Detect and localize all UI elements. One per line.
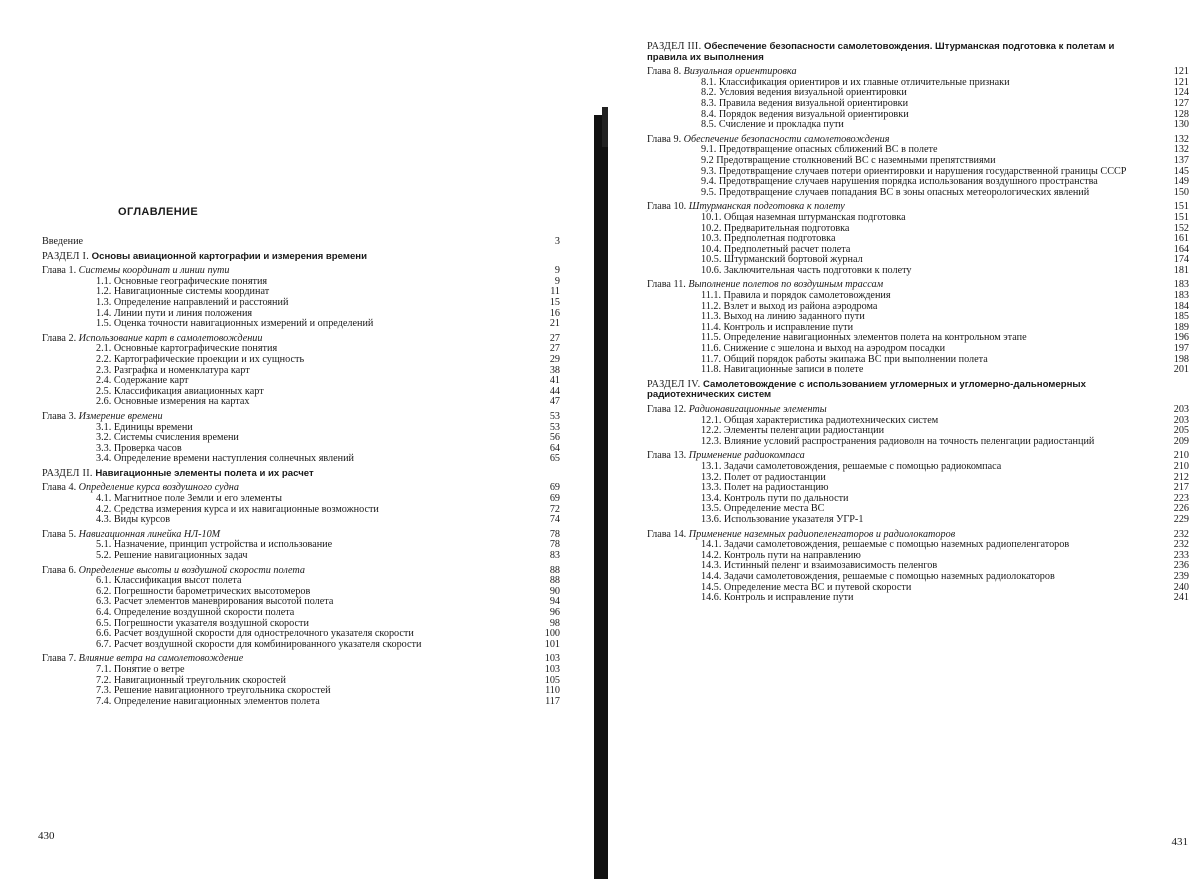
toc-entry — [42, 551, 560, 562]
entry-page-number: 240 — [1173, 581, 1189, 593]
entry-page-number: 233 — [1173, 549, 1189, 561]
entry-page-number: 27 — [549, 332, 560, 344]
entry-page-number: 103 — [544, 653, 560, 665]
chapter-title: Применение наземных радиопеленгаторов и радиолокаторов — [688, 528, 956, 540]
entry-title: 2.1. Основные картографические понятия — [96, 343, 278, 355]
entry-title: 7.1. Понятие о ветре — [96, 663, 185, 675]
entry-page-number: 210 — [1173, 460, 1189, 472]
chapter-number: Глава 14. — [647, 528, 687, 540]
entry-page-number: 203 — [1173, 414, 1189, 426]
entry-page-number: 56 — [549, 432, 560, 444]
right-toc-list — [647, 42, 1189, 604]
entry-page-number: 121 — [1173, 66, 1189, 78]
entry-title: 8.2. Условия ведения визуальной ориентировки — [701, 87, 907, 99]
entry-page-number: 185 — [1173, 311, 1189, 323]
entry-title: 10.6. Заключительная часть подготовки к полету — [701, 264, 912, 276]
entry-page-number: 88 — [549, 564, 560, 576]
entry-page-number: 110 — [545, 685, 560, 697]
entry-title: 13.1. Задачи самолетовождения, решаемые с помощью радиокомпаса — [701, 460, 1002, 472]
left-toc-list — [42, 237, 560, 707]
chapter-number: Глава 12. — [647, 404, 687, 415]
right-page — [600, 0, 1200, 879]
entry-title: 13.4. Контроль пути по дальности — [701, 492, 849, 504]
entry-title: 2.2. Картографические проекции и их сущность — [96, 353, 305, 365]
chapter-title: Штурманская подготовка к полету — [688, 201, 845, 213]
chapter-title: Определение курса воздушного судна — [78, 482, 239, 494]
right-page-number: 431 — [1171, 836, 1188, 848]
toc-entry — [647, 120, 1189, 131]
entry-page-number: 232 — [1173, 539, 1189, 551]
entry-page-number: 103 — [544, 663, 560, 675]
entry-page-number: 78 — [549, 528, 560, 540]
entry-page-number: 53 — [549, 410, 560, 422]
entry-title: 6.3. Расчет элементов маневрирования высотой полета — [96, 596, 334, 608]
entry-page-number: 90 — [549, 585, 560, 597]
chapter-number: Глава 2. — [42, 332, 77, 344]
entry-page-number: 127 — [1173, 97, 1189, 109]
chapter-number: Глава 5. — [42, 528, 77, 540]
entry-title: 11.7. Общий порядок работы экипажа ВС при выполнении полета — [701, 353, 988, 365]
chapter-title: Влияние ветра на самолетовождение — [78, 653, 244, 665]
entry-title: 14.3. Истинный пеленг и взаимозависимость пеленгов — [701, 560, 938, 572]
entry-page-number: 132 — [1173, 144, 1189, 156]
entry-page-number: 101 — [544, 638, 560, 650]
entry-title: 7.3. Решение навигационного треугольника скоростей — [96, 685, 331, 697]
entry-title: 9.3. Предотвращение случаев потери ориентировки и нарушения государственной границы СССР — [701, 165, 1127, 177]
section-heading — [647, 42, 1189, 63]
entry-title: 4.1. Магнитное поле Земли и его элементы — [96, 493, 282, 505]
entry-page-number: 151 — [1173, 201, 1189, 213]
entry-title: 1.4. Линии пути и линия положения — [96, 307, 253, 319]
entry-title: 6.4. Определение воздушной скорости полета — [96, 607, 295, 618]
chapter-number: Глава 3. — [42, 410, 77, 422]
section-number: РАЗДЕЛ III. — [647, 41, 702, 52]
toc-entry — [42, 454, 560, 465]
entry-title: 6.1. Классификация высот полета — [96, 575, 242, 587]
entry-page-number: 130 — [1173, 119, 1189, 131]
entry-page-number: 9 — [554, 275, 560, 287]
entry-title: 13.6. Использование указателя УГР-1 — [701, 513, 864, 525]
entry-page-number: 44 — [549, 385, 560, 397]
entry-page-number: 94 — [549, 596, 560, 608]
entry-page-number: 21 — [549, 318, 560, 330]
chapter-title: Измерение времени — [78, 410, 163, 422]
entry-title: 8.1. Классификация ориентиров и их главные отличительные признаки — [701, 76, 1010, 88]
section-title: Самолетовождение с использованием угломерных и угломерно-дальномерных радиотехнических систем — [647, 378, 1086, 401]
chapter-number: Глава 13. — [647, 450, 687, 462]
entry-page-number: 212 — [1173, 471, 1189, 483]
entry-title: 12.1. Общая характеристика радиотехнических систем — [701, 414, 939, 426]
entry-title: 14.1. Задачи самолетовождения, решаемые с помощью наземных радиопеленгаторов — [701, 539, 1070, 551]
entry-page-number: 15 — [549, 296, 560, 308]
entry-page-number: 69 — [549, 493, 560, 505]
toc-entry — [647, 437, 1189, 448]
entry-page-number: 41 — [549, 375, 560, 387]
entry-title: 11.5. Определение навигационных элементов полета на контрольном этапе — [701, 332, 1027, 344]
entry-title: 2.6. Основные измерения на картах — [96, 396, 250, 408]
entry-title: 10.2. Предварительная подготовка — [701, 222, 850, 234]
entry-page-number: 16 — [549, 307, 560, 319]
intro-entry — [42, 237, 560, 248]
toc-entry — [647, 593, 1189, 604]
entry-page-number: 210 — [1173, 450, 1189, 462]
entry-title: 10.3. Предполетная подготовка — [701, 233, 836, 245]
toc-entry — [42, 319, 560, 330]
entry-page-number: 183 — [1173, 290, 1189, 302]
entry-title: 11.2. Взлет и выход из района аэродрома — [701, 300, 878, 312]
entry-title: 10.5. Штурманский бортовой журнал — [701, 254, 863, 266]
entry-page-number: 197 — [1173, 343, 1189, 355]
entry-page-number: 132 — [1173, 133, 1189, 145]
entry-title: 2.4. Содержание карт — [96, 375, 189, 387]
entry-page-number: 74 — [549, 514, 560, 526]
entry-page-number: 47 — [549, 396, 560, 408]
entry-page-number: 117 — [545, 695, 560, 707]
entry-title: 4.3. Виды курсов — [96, 514, 171, 526]
toc-entry — [647, 266, 1189, 277]
entry-page-number: 64 — [549, 442, 560, 454]
entry-title: 11.1. Правила и порядок самолетовождения — [701, 290, 891, 302]
entry-page-number: 239 — [1173, 570, 1189, 582]
toc-entry — [42, 640, 560, 651]
chapter-number: Глава 6. — [42, 564, 77, 576]
chapter-number: Глава 1. — [42, 265, 77, 277]
entry-page-number: 150 — [1173, 186, 1189, 198]
section-heading — [42, 252, 560, 263]
entry-page-number: 128 — [1173, 108, 1189, 120]
section-number: РАЗДЕЛ IV. — [647, 378, 701, 390]
chapter-number: Глава 7. — [42, 653, 77, 665]
entry-page-number: 78 — [549, 539, 560, 551]
entry-title: 12.2. Элементы пеленгации радиостанции — [701, 425, 885, 437]
chapter-title: Определение высоты и воздушной скорости полета — [78, 564, 305, 576]
toc-entry — [647, 515, 1189, 526]
entry-title: 10.1. Общая наземная штурманская подготовка — [701, 211, 906, 223]
entry-title: 14.6. Контроль и исправление пути — [701, 592, 854, 604]
entry-page-number: 65 — [549, 453, 560, 465]
chapter-number: Глава 9. — [647, 133, 682, 145]
entry-title: 13.5. Определение места ВС — [701, 503, 825, 515]
entry-page-number: 121 — [1173, 76, 1189, 88]
entry-page-number: 217 — [1173, 482, 1189, 494]
entry-title: 3.4. Определение времени наступления солнечных явлений — [96, 453, 355, 465]
entry-page-number: 161 — [1173, 233, 1189, 245]
entry-page-number: 98 — [549, 617, 560, 629]
entry-title: 7.2. Навигационный треугольник скоростей — [96, 674, 286, 686]
entry-title: 2.5. Классификация авиационных карт — [96, 385, 264, 397]
entry-page-number: 201 — [1173, 364, 1189, 376]
entry-title: 1.2. Навигационные системы координат — [96, 286, 270, 298]
entry-page-number: 83 — [549, 550, 560, 562]
entry-title: 9.4. Предотвращение случаев нарушения порядка использования воздушного пространства — [701, 176, 1098, 188]
entry-page-number: 189 — [1173, 321, 1189, 333]
entry-title: 8.5. Счисление и прокладка пути — [701, 119, 844, 131]
chapter-number: Глава 10. — [647, 201, 687, 213]
entry-page-number: 151 — [1173, 211, 1189, 223]
entry-page-number: 11 — [550, 286, 560, 298]
chapter-number: Глава 11. — [647, 279, 686, 291]
entry-page-number: 27 — [549, 343, 560, 355]
entry-title: 13.3. Полет на радиостанцию — [701, 482, 829, 494]
entry-title: 8.4. Порядок ведения визуальной ориентировки — [701, 108, 909, 120]
entry-title: 14.5. Определение места ВС и путевой скорости — [701, 581, 912, 593]
entry-page-number: 226 — [1173, 503, 1189, 515]
entry-page-number: 69 — [549, 482, 560, 494]
entry-title: 2.3. Разграфка и номенклатура карт — [96, 364, 250, 376]
entry-page-number: 196 — [1173, 332, 1189, 344]
entry-title: 11.8. Навигационные записи в полете — [701, 364, 864, 376]
entry-title: 11.6. Снижение с эшелона и выход на аэродром посадки — [701, 343, 946, 355]
entry-page-number: 72 — [549, 503, 560, 515]
entry-title: 8.3. Правила ведения визуальной ориентировки — [701, 97, 909, 109]
entry-page-number: 152 — [1173, 222, 1189, 234]
entry-title: 7.4. Определение навигационных элементов полета — [96, 695, 320, 707]
chapter-title: Визуальная ориентировка — [683, 66, 797, 78]
entry-title: 6.7. Расчет воздушной скорости для комбинированного указателя скорости — [96, 638, 422, 650]
section-title: Основы авиационной картографии и измерения времени — [91, 250, 368, 262]
entry-title: 3.1. Единицы времени — [96, 421, 193, 433]
entry-title: 9.2 Предотвращение столкновений ВС с наземными препятствиями — [701, 154, 996, 166]
entry-title: 3.2. Системы счисления времени — [96, 432, 239, 444]
entry-page-number: 105 — [544, 674, 560, 686]
entry-page-number: 203 — [1173, 404, 1189, 415]
entry-page-number: 88 — [549, 575, 560, 587]
entry-page-number: 241 — [1173, 592, 1189, 604]
entry-title: 3.3. Проверка часов — [96, 442, 182, 454]
entry-title: 10.4. Предполетный расчет полета — [701, 243, 851, 255]
chapter-title: Применение радиокомпаса — [688, 450, 805, 462]
toc-entry — [42, 697, 560, 708]
chapter-number: Глава 4. — [42, 482, 77, 494]
chapter-title: Радионавигационные элементы — [688, 404, 827, 415]
left-page — [0, 0, 596, 879]
entry-page-number: 29 — [549, 353, 560, 365]
entry-page-number: 53 — [549, 421, 560, 433]
section-number: РАЗДЕЛ II. — [42, 467, 93, 479]
entry-page-number: 137 — [1173, 154, 1189, 166]
section-heading — [647, 380, 1189, 401]
entry-page-number: 236 — [1173, 560, 1189, 572]
entry-page-number: 149 — [1173, 176, 1189, 188]
entry-page-number: 184 — [1173, 300, 1189, 312]
chapter-title: Обеспечение безопасности самолетовождения — [683, 133, 890, 145]
entry-title: 12.3. Влияние условий распространения радиоволн на точность пеленгации радиостанций — [701, 435, 1095, 447]
section-title: Обеспечение безопасности самолетовождения. Штурманская подготовка к полетам и правила их выполнения — [647, 41, 1115, 63]
entry-title: 9.1. Предотвращение опасных сближений ВС в полете — [701, 144, 938, 156]
entry-title: 11.3. Выход на линию заданного пути — [701, 311, 865, 323]
entry-page-number: 145 — [1173, 165, 1189, 177]
toc-entry — [42, 397, 560, 408]
entry-page-number: 232 — [1173, 528, 1189, 540]
entry-title: 14.4. Задачи самолетовождения, решаемые с помощью наземных радиолокаторов — [701, 570, 1055, 582]
chapter-title: Использование карт в самолетовождении — [78, 332, 263, 344]
entry-title: 1.1. Основные географические понятия — [96, 275, 268, 287]
entry-title: 6.6. Расчет воздушной скорости для однострелочного указателя скорости — [96, 628, 414, 640]
entry-page-number: 223 — [1173, 492, 1189, 504]
entry-page-number: 96 — [549, 607, 560, 618]
entry-page-number: 100 — [544, 628, 560, 640]
entry-title: 4.2. Средства измерения курса и их навигационные возможности — [96, 503, 379, 515]
chapter-title: Системы координат и линии пути — [78, 265, 230, 277]
entry-page-number: 209 — [1173, 435, 1189, 447]
chapter-number: Глава 8. — [647, 66, 682, 78]
toc-entry — [42, 515, 560, 526]
entry-title: 1.3. Определение направлений и расстояний — [96, 296, 289, 308]
entry-title: 6.5. Погрешности указателя воздушной скорости — [96, 617, 309, 629]
entry-page-number: 181 — [1173, 264, 1189, 276]
entry-title: 13.2. Полет от радиостанции — [701, 471, 826, 483]
chapter-title: Выполнение полетов по воздушным трассам — [688, 279, 884, 291]
toc-title: ОГЛАВЛЕНИЕ — [118, 206, 199, 218]
toc-entry — [647, 188, 1189, 199]
entry-page-number: 38 — [549, 364, 560, 376]
entry-title: 9.5. Предотвращение случаев попадания ВС в зоны опасных метеорологических явлений — [701, 186, 1090, 198]
entry-page-number: 174 — [1173, 254, 1189, 266]
entry-page-number: 229 — [1173, 513, 1189, 525]
left-page-number: 430 — [38, 830, 55, 842]
entry-page-number: 183 — [1173, 279, 1189, 291]
entry-title: 11.4. Контроль и исправление пути — [701, 321, 854, 333]
entry-page-number: 3 — [554, 236, 560, 247]
entry-title: 1.5. Оценка точности навигационных измерений и определений — [96, 318, 374, 330]
entry-page-number: 205 — [1173, 425, 1189, 437]
entry-page-number: 164 — [1173, 243, 1189, 255]
chapter-title: Навигационная линейка НЛ-10М — [78, 528, 221, 540]
entry-title: Введение — [42, 236, 84, 247]
entry-title: 14.2. Контроль пути на направлению — [701, 549, 861, 561]
entry-page-number: 198 — [1173, 353, 1189, 365]
section-title: Навигационные элементы полета и их расчет — [95, 467, 314, 479]
entry-title: 5.1. Назначение, принцип устройства и использование — [96, 539, 333, 551]
entry-page-number: 124 — [1173, 87, 1189, 99]
section-number: РАЗДЕЛ I. — [42, 250, 90, 262]
entry-title: 5.2. Решение навигационных задач — [96, 550, 248, 562]
entry-title: 6.2. Погрешности барометрических высотомеров — [96, 585, 311, 597]
toc-entry — [647, 365, 1189, 376]
section-heading — [42, 469, 560, 480]
entry-page-number: 9 — [554, 265, 560, 277]
